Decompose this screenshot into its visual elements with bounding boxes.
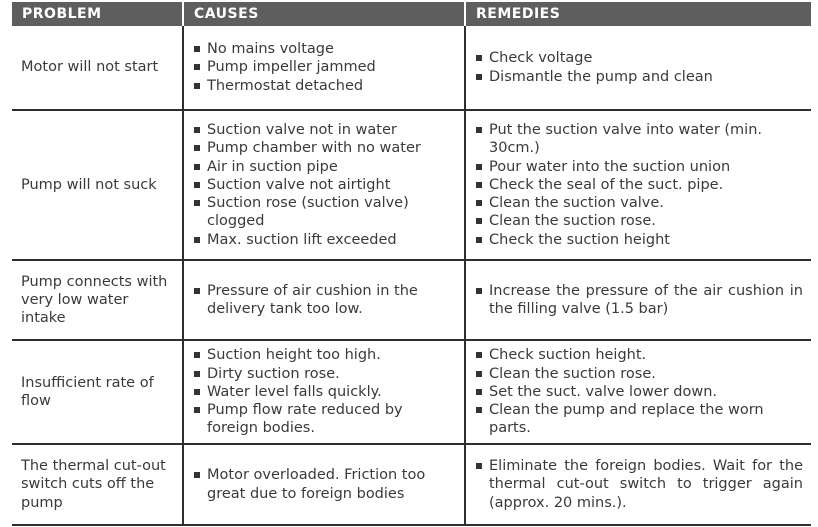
remedies-list <box>475 457 803 512</box>
remedy-item: Check the suction height <box>475 231 803 249</box>
cause-item: Pump impeller jammed <box>193 58 456 76</box>
table-row <box>12 26 811 111</box>
remedies-cell <box>466 445 811 524</box>
problem-text: Insufficient rate of flow <box>21 374 154 409</box>
remedies-list <box>475 282 803 318</box>
remedy-item: Pour water into the suction union <box>475 158 803 176</box>
remedy-item: Set the suct. valve lower down. <box>475 383 803 401</box>
problem-cell <box>12 341 184 443</box>
remedies-cell <box>466 111 811 259</box>
causes-list <box>193 40 456 95</box>
troubleshooting-table <box>12 2 811 526</box>
remedy-item: Clean the suction rose. <box>475 365 803 383</box>
remedies-cell <box>466 261 811 339</box>
causes-cell <box>184 341 466 443</box>
remedies-cell <box>466 26 811 109</box>
causes-list <box>193 346 456 437</box>
cause-item: No mains voltage <box>193 40 456 58</box>
remedy-item: Check the seal of the suct. pipe. <box>475 176 803 194</box>
remedies-list <box>475 49 803 85</box>
causes-cell <box>184 445 466 524</box>
problem-text: Motor will not start <box>21 59 159 76</box>
remedy-item: Clean the suction rose. <box>475 212 803 230</box>
causes-cell <box>184 261 466 339</box>
cause-item: Suction height too high. <box>193 346 456 364</box>
cause-item: Max. suction lift exceeded <box>193 231 456 249</box>
cause-item: Water level falls quickly. <box>193 383 456 401</box>
table-row <box>12 341 811 445</box>
header-causes: CAUSES <box>184 2 466 26</box>
causes-list <box>193 282 456 318</box>
problem-cell <box>12 261 184 339</box>
table-header <box>12 2 811 26</box>
table-row <box>12 261 811 341</box>
remedy-item: Dismantle the pump and clean <box>475 68 803 86</box>
cause-item: Thermostat detached <box>193 77 456 95</box>
problem-cell <box>12 111 184 259</box>
remedy-item: Check voltage <box>475 49 803 67</box>
remedy-item: Clean the suction valve. <box>475 194 803 212</box>
causes-list <box>193 121 456 248</box>
remedy-item: Increase the pressure of the air cushion in the filling valve (1.5 bar) <box>475 282 803 318</box>
problem-text: The thermal cut-out switch cuts off the pump <box>21 458 166 511</box>
remedies-list <box>475 346 803 437</box>
cause-item: Suction rose (suction valve) clogged <box>193 194 456 230</box>
cause-item: Pressure of air cushion in the delivery tank too low. <box>193 282 456 318</box>
causes-cell <box>184 111 466 259</box>
problem-cell <box>12 26 184 109</box>
remedies-cell <box>466 341 811 443</box>
table-row <box>12 445 811 526</box>
remedies-list <box>475 121 803 248</box>
cause-item: Air in suction pipe <box>193 158 456 176</box>
cause-item: Pump chamber with no water <box>193 139 456 157</box>
causes-list <box>193 466 456 502</box>
remedy-item: Clean the pump and replace the worn parts. <box>475 401 803 437</box>
causes-cell <box>184 26 466 109</box>
table-row <box>12 111 811 261</box>
remedy-item: Put the suction valve into water (min. 30cm.) <box>475 121 803 157</box>
problem-text: Pump connects with very low water intake <box>21 273 168 327</box>
remedy-item: Check suction height. <box>475 346 803 364</box>
problem-cell <box>12 445 184 524</box>
cause-item: Motor overloaded. Friction too great due to foreign bodies <box>193 466 456 502</box>
cause-item: Dirty suction rose. <box>193 365 456 383</box>
remedy-item: Eliminate the foreign bodies. Wait for the thermal cut-out switch to trigger again (approx. 20 mins.). <box>475 457 803 512</box>
header-problem: PROBLEM <box>12 2 184 26</box>
header-remedies: REMEDIES <box>466 2 811 26</box>
cause-item: Pump flow rate reduced by foreign bodies. <box>193 401 456 437</box>
cause-item: Suction valve not airtight <box>193 176 456 194</box>
problem-text: Pump will not suck <box>21 176 157 193</box>
cause-item: Suction valve not in water <box>193 121 456 139</box>
